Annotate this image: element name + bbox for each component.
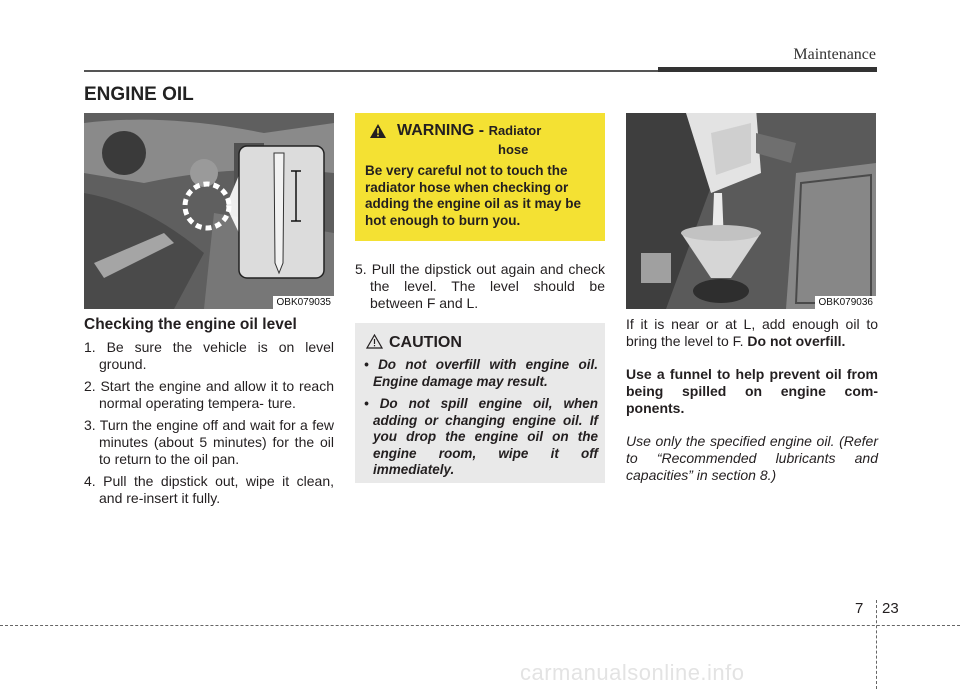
warning-icon [369, 123, 387, 144]
header-rule [84, 70, 658, 72]
caution-list [355, 357, 598, 485]
step-5 [355, 261, 605, 317]
caution-box [355, 323, 605, 483]
header-rule-accent [658, 67, 877, 72]
page-number: 23 [882, 600, 899, 617]
left-column [84, 316, 334, 512]
overfill-warning: Do not overfill. [747, 333, 846, 349]
steps-list [84, 339, 334, 507]
section-title: ENGINE OIL [84, 84, 194, 105]
footer-rule [0, 625, 960, 626]
checking-heading: Checking the engine oil level [84, 316, 297, 333]
level-paragraph [626, 316, 878, 350]
caution-title: CAUTION [389, 334, 462, 351]
caution-item: • Do not spill engine oil, when adding or changing engine oil. If you drop the engine oil on the engine room, wipe it off immediately. [364, 396, 598, 477]
image-code-right: OBK079036 [815, 296, 877, 309]
funnel-paragraph: Use a funnel to help prevent oil from being spilled on engine com- ponents. [626, 366, 878, 416]
step-item: 5. Pull the dipstick out again and check the level. The level should be between F and L. [355, 261, 605, 311]
chapter-number: 7 [855, 600, 864, 617]
oil-funnel-photo [626, 113, 876, 309]
level-instruction: If it is near or at L, add enough oil to bring the level to F. [626, 316, 878, 349]
footer-divider [876, 600, 877, 689]
caution-item: • Do not overfill with engine oil. Engine damage may result. [364, 357, 598, 389]
engine-bay-illustration [84, 113, 334, 309]
warning-subject-cont [498, 141, 528, 159]
warning-label: WARNING - [397, 122, 485, 139]
running-header-title: Maintenance [793, 46, 876, 63]
steps-list-continued [355, 261, 605, 312]
warning-subject-line2: hose [498, 142, 529, 157]
step-item: 4. Pull the dipstick out, wipe it clean, and re-insert it fully. [84, 473, 334, 506]
warning-body: Be very careful not to touch the radiator hose when checking or adding the engine oil as it may be hot enough to burn you. [365, 163, 582, 228]
step-item: 3. Turn the engine off and wait for a few minutes (about 5 minutes) for the oil to return to the oil pan. [84, 417, 334, 467]
watermark: carmanualsonline.info [520, 660, 745, 685]
warning-subject: Radiator [488, 123, 542, 138]
warning-box [355, 113, 605, 241]
caution-icon [366, 334, 383, 354]
funnel-illustration [626, 113, 876, 309]
specified-oil-note: Use only the specified engine oil. (Refer to “Recommended lubricants and capacities” in section 8.) [626, 433, 878, 483]
engine-dipstick-photo [84, 113, 334, 309]
warning-title [397, 122, 541, 140]
right-column [626, 316, 878, 484]
step-item: 2. Start the engine and allow it to reach normal operating tempera- ture. [84, 378, 334, 411]
step-item: 1. Be sure the vehicle is on level ground. [84, 339, 334, 372]
image-code-left: OBK079035 [273, 296, 335, 309]
